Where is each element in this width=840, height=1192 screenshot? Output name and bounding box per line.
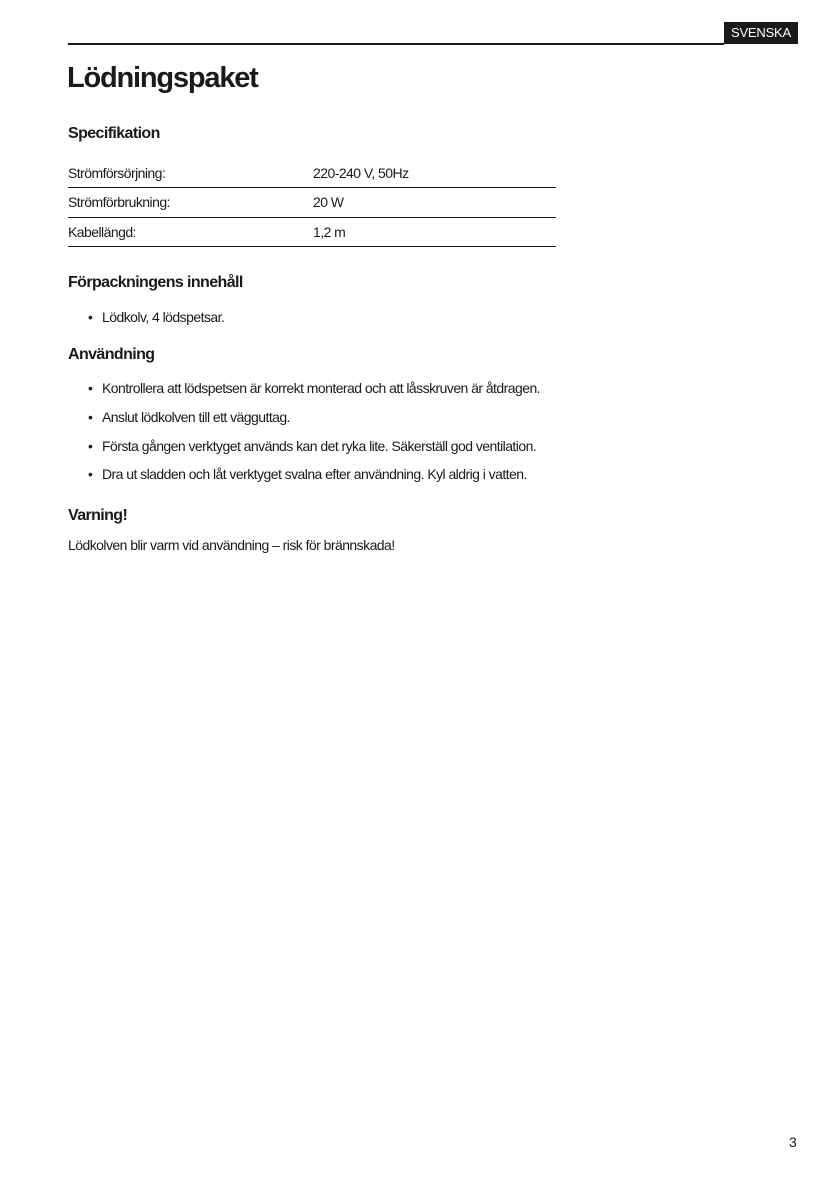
warning-text: Lödkolven blir varm vid användning – risk för brännskada! bbox=[68, 537, 395, 553]
warning-heading: Varning! bbox=[68, 507, 128, 524]
spec-value: 20 W bbox=[313, 194, 344, 211]
spec-label: Kabellängd: bbox=[68, 223, 136, 240]
list-item: • Anslut lödkolven till ett vägguttag. bbox=[68, 409, 540, 438]
language-tab: SVENSKA bbox=[724, 22, 798, 44]
spec-value: 1,2 m bbox=[313, 223, 346, 240]
spec-row bbox=[68, 165, 556, 188]
list-item: • Lödkolv, 4 lödspetsar. bbox=[68, 309, 224, 338]
list-item: • Dra ut sladden och låt verktyget svalna efter användning. Kyl aldrig i vatten. bbox=[68, 466, 540, 495]
usage-list bbox=[68, 380, 540, 495]
spec-table bbox=[68, 165, 556, 247]
spec-label: Strömförsörjning: bbox=[68, 165, 166, 181]
usage-heading: Användning bbox=[68, 346, 155, 363]
header-rule bbox=[68, 43, 724, 45]
page-number: 3 bbox=[789, 1134, 797, 1150]
list-item: • Första gången verktyget används kan det ryka lite. Säkerställ god ventilation. bbox=[68, 438, 540, 467]
contents-heading: Förpackningens innehåll bbox=[68, 274, 243, 291]
page-title: Lödningspaket bbox=[67, 62, 258, 94]
spec-heading: Specifikation bbox=[68, 125, 160, 142]
spec-label: Strömförbrukning: bbox=[68, 194, 170, 211]
spec-row bbox=[68, 218, 556, 248]
spec-row bbox=[68, 188, 556, 218]
spec-value: 220-240 V, 50Hz bbox=[313, 165, 409, 181]
contents-list bbox=[68, 309, 224, 338]
list-item: • Kontrollera att lödspetsen är korrekt monterad och att låsskruven är åtdragen. bbox=[68, 380, 540, 409]
